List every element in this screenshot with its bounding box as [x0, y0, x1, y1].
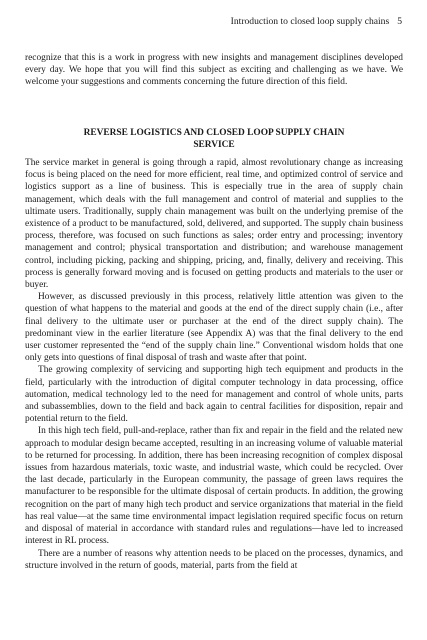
section-heading-line2: SERVICE [193, 140, 235, 151]
section-body [25, 157, 403, 572]
page-number: 5 [397, 16, 402, 27]
body-paragraph-4: In this high tech field, pull-and-replace, rather than fix and repair in the field and the related new approach to modular design became accepted, resulting in an increasing volume of valuable material to be returned for processing. In addition, there has been increasing recognition of complex disposal issues from hazardous materials, toxic waste, and industrial waste, which could be recycled. Over the last decade, particularly in the European community, the passage of green laws requires the manufacturer to be responsible for the ultimate disposal of certain products. In addition, the growing recognition on the part of many high tech product and service organizations that material in the field has real value—at the same time environmental impact legislation required specific focus on return and disposal of material in accordance with standard rules and regulations—have led to increased interest in RL process. [25, 426, 403, 547]
section-heading-line1: REVERSE LOGISTICS AND CLOSED LOOP SUPPLY CHAIN [83, 128, 345, 138]
body-paragraph-1: The service market in general is going through a rapid, almost revolutionary change as increasing focus is being placed on the need for more efficient, real time, and optimized control of service and logistics support as a line of business. This is especially true in the area of supply chain management, which deals with the full management and control of material and supplies to the ultimate users. Traditionally, supply chain management was built on the underlying premise of the existence of a product to be manufactured, sold, delivered, and supported. The supply chain business process, therefore, was focused on such functions as sales; order entry and processing; inventory management and control; physical transportation and distribution; and warehouse management control, including picking, packing and shipping, pricing, and, finally, delivery and receiving. This process is generally forward moving and is focused on getting products and materials to the user or buyer. [25, 158, 403, 291]
intro-paragraph-block [25, 52, 403, 89]
intro-paragraph: recognize that this is a work in progress with new insights and management disciplines developed every day. We hope that you will find this subject as exciting and challenging as we have. We welcome your suggestions and comments concerning the future direction of this field. [25, 53, 403, 88]
body-paragraph-5: There are a number of reasons why attention needs to be placed on the processes, dynamics, and structure involved in the return of goods, material, parts from the field at [25, 548, 403, 571]
body-paragraph-2: However, as discussed previously in this process, relatively little attention was given to the question of what happens to the material and goods at the end of the direct supply chain (i.e., after final delivery to the ultimate user or purchaser at the end of the direct supply chain). The predominant view in the earlier literature (see Appendix A) was that the final delivery to the end user customer represented the “end of the supply chain line.” Conventional wisdom holds that one only gets into questions of final disposal of trash and waste after that point. [25, 292, 403, 364]
running-title: Introduction to closed loop supply chains [230, 16, 390, 27]
running-header [231, 16, 402, 28]
section-heading [25, 127, 403, 151]
body-paragraph-3: The growing complexity of servicing and supporting high tech equipment and products in the field, particularly with the introduction of digital computer technology in data processing, office automation, medical technology led to the need for management and control of whole units, parts and subassemblies, down to the field and back again to central facilities for disposition, repair and potential return to the field. [25, 365, 403, 425]
